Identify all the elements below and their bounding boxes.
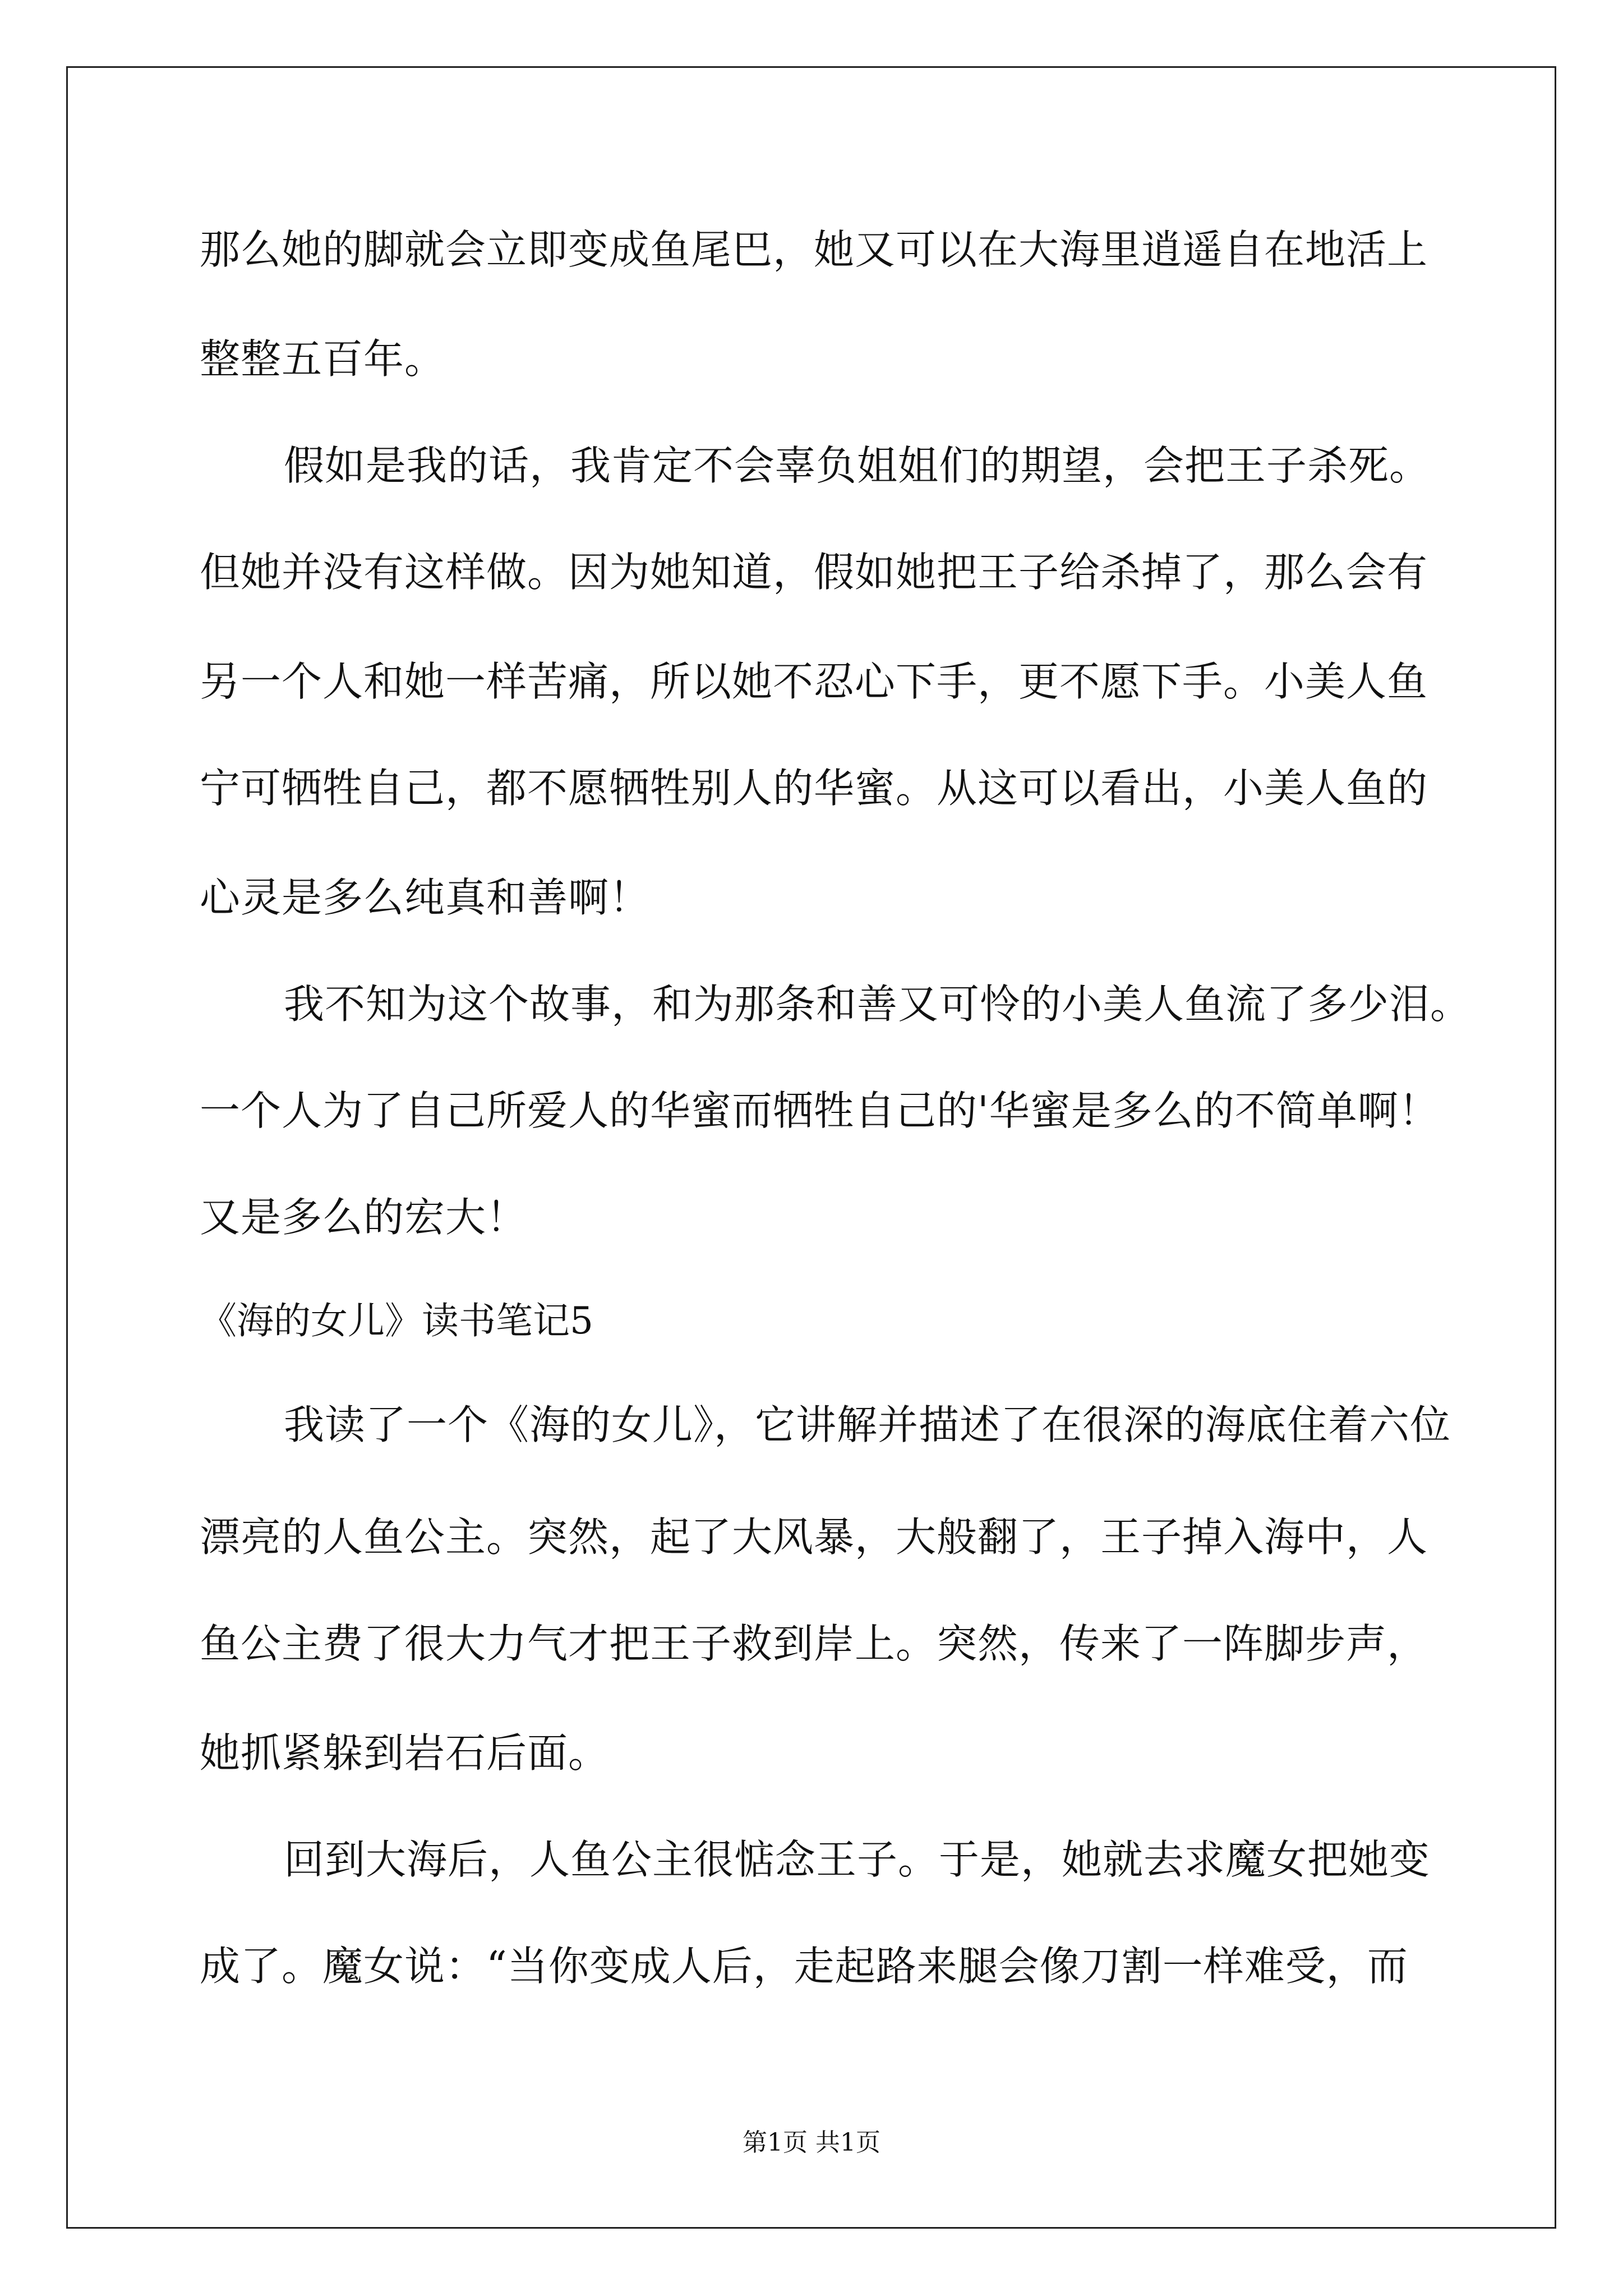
text-line: 心灵是多么纯真和善啊！ (200, 874, 651, 921)
text-line: 那么她的脚就会立即变成鱼尾巴，她又可以在大海里逍遥自在地活上 (200, 226, 1428, 273)
text-line: 我读了一个《海的女儿》，它讲解并描述了在很深的海底住着六位 (284, 1401, 1451, 1448)
text-line: 但她并没有这样做。因为她知道，假如她把王子给杀掉了，那么会有 (200, 549, 1428, 596)
text-line: 成了。魔女说：“当你变成人后，走起路来腿会像刀割一样难受，而 (200, 1943, 1408, 1990)
text-line: 另一个人和她一样苦痛，所以她不忍心下手，更不愿下手。小美人鱼 (200, 658, 1428, 705)
text-line: 漂亮的人鱼公主。突然，起了大风暴，大般翻了，王子掉入海中，人 (200, 1513, 1428, 1561)
page-number-footer: 第1页 共1页 (743, 2128, 880, 2157)
text-line: 又是多么的宏大！ (200, 1194, 528, 1241)
text-line: 回到大海后，人鱼公主很惦念王子。于是，她就去求魔女把她变 (284, 1836, 1431, 1883)
text-line: 她抓紧躲到岩石后面。 (200, 1729, 610, 1777)
text-line: 一个人为了自己所爱人的华蜜而牺牲自己的'华蜜是多么的不简单啊！ (200, 1087, 1440, 1134)
text-line: 整整五百年。 (200, 335, 446, 383)
text-line: 假如是我的话，我肯定不会辜负姐姐们的期望，会把王子杀死。 (284, 442, 1431, 489)
text-line: 鱼公主费了很大力气才把王子救到岸上。突然，传来了一阵脚步声， (200, 1620, 1428, 1667)
text-line: 我不知为这个故事，和为那条和善又可怜的小美人鱼流了多少泪。 (284, 981, 1472, 1028)
text-line: 宁可牺牲自己，都不愿牺牲别人的华蜜。从这可以看出，小美人鱼的 (200, 765, 1428, 812)
page-border (66, 66, 1556, 2229)
section-heading: 《海的女儿》读书笔记5 (200, 1299, 593, 1342)
